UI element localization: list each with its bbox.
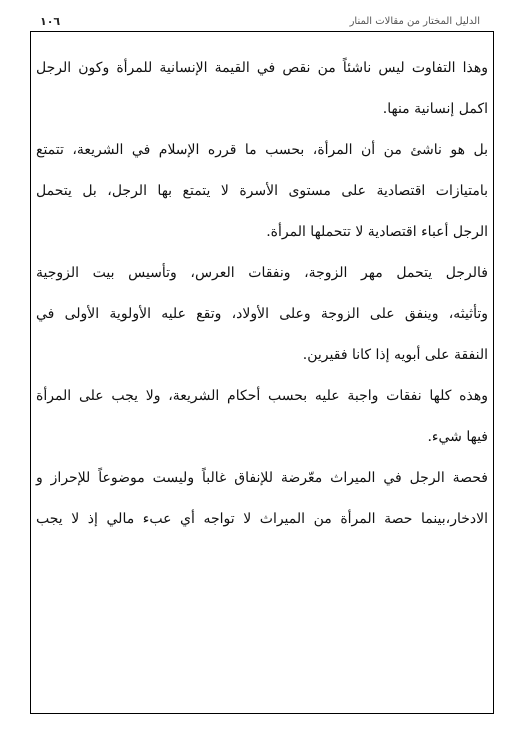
text-line: الرجل أعباء اقتصادية لا تتحملها المرأة. <box>266 224 488 240</box>
text-line: وهذا التفاوت ليس ناشئاً من نقص في القيمة الإنسانية للمرأة وكون الرجل <box>36 60 488 76</box>
text-line: اكمل إنسانية منها. <box>382 101 488 117</box>
page-header <box>40 14 480 30</box>
text-line: فيها شيء. <box>427 429 488 445</box>
text-line: وتأثيثه، وينفق على الزوجة وعلى الأولاد، وتقع عليه الأولوية الأولى في <box>36 306 488 322</box>
text-line: فحصة الرجل في الميراث معّرضة للإنفاق غالباً وليست موضوعاً للإحراز و <box>36 470 488 486</box>
text-line: النفقة على أبويه إذا كانا فقيرين. <box>302 347 488 363</box>
body-text <box>36 48 488 540</box>
text-line: بل هو ناشئ من أن المرأة، بحسب ما قرره الإسلام في الشريعة، تتمتع <box>36 142 488 158</box>
text-line: وهذه كلها نفقات واجبة عليه بحسب أحكام الشريعة، ولا يجب على المرأة <box>36 388 488 404</box>
running-title: الدليل المختار من مقالات المنار <box>349 16 480 27</box>
text-line: بامتيازات اقتصادية على مستوى الأسرة لا يتمتع بها الرجل، بل يتحمل <box>36 183 488 199</box>
text-line: فالرجل يتحمل مهر الزوجة، ونفقات العرس، وتأسيس بيت الزوجية <box>36 265 488 281</box>
text-line: الادخار،بينما حصة المرأة من الميراث لا تواجه أي عبء مالي إذ لا يجب <box>36 511 488 527</box>
page-number: ١٠٦ <box>40 15 61 28</box>
